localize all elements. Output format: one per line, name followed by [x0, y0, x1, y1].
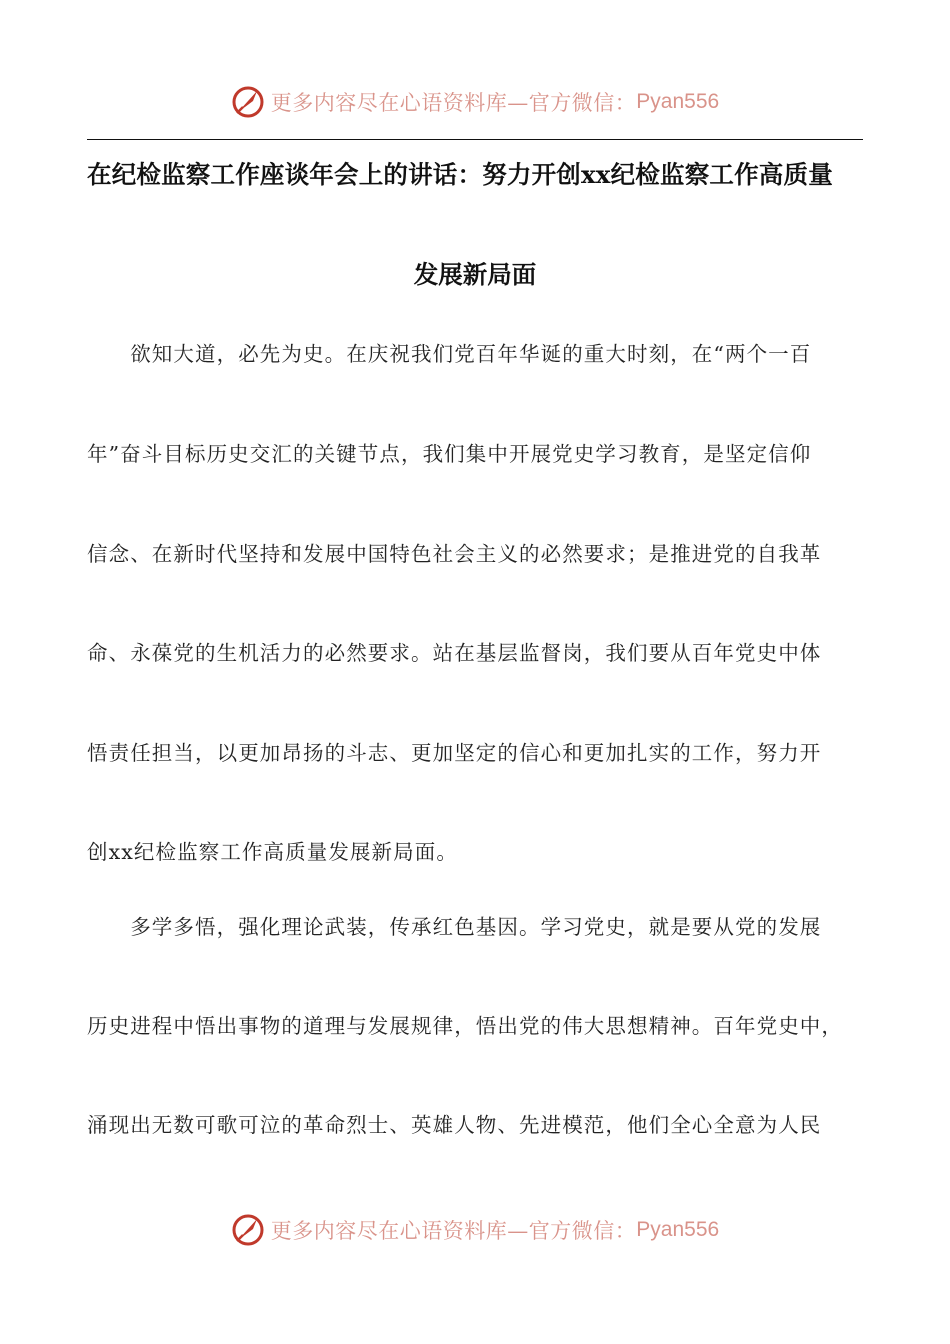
body-line: 悟责任担当，以更加昂扬的斗志、更加坚定的信心和更加扎实的工作，努力开: [87, 741, 822, 765]
body-line: 信念、在新时代坚持和发展中国特色社会主义的必然要求；是推进党的自我革: [87, 542, 822, 566]
body-line: 涌现出无数可歌可泣的革命烈士、英雄人物、先进模范，他们全心全意为人民: [87, 1113, 822, 1137]
document-title-line-2: 发展新局面: [413, 260, 537, 289]
banner-slogan: 更多内容尽在心语资料库—官方微信：: [270, 91, 637, 115]
header-watermark-banner: [0, 80, 950, 124]
quill-logo-icon: [231, 1213, 265, 1247]
body-line: 多学多悟，强化理论武装，传承红色基因。学习党史，就是要从党的发展: [87, 915, 822, 939]
body-line: 历史进程中悟出事物的道理与发展规律，悟出党的伟大思想精神。百年党史中，: [87, 1014, 843, 1038]
banner-wechat-id: Pyan556: [636, 1218, 720, 1241]
header-divider: [87, 139, 863, 140]
body-line: 年”奋斗目标历史交汇的关键节点，我们集中开展党史学习教育，是坚定信仰: [87, 442, 812, 466]
banner-slogan: 更多内容尽在心语资料库—官方微信：: [270, 1219, 637, 1243]
banner-wechat-id: Pyan556: [636, 90, 720, 113]
body-line: 欲知大道，必先为史。在庆祝我们党百年华诞的重大时刻，在“两个一百: [87, 342, 812, 366]
quill-logo-icon: [231, 85, 265, 119]
body-line: 命、永葆党的生机活力的必然要求。站在基层监督岗，我们要从百年党史中体: [87, 641, 822, 665]
document-title-line-1: 在纪检监察工作座谈年会上的讲话：努力开创xx纪检监察工作高质量: [87, 160, 833, 189]
body-line: 创xx纪检监察工作高质量发展新局面。: [87, 840, 458, 864]
footer-watermark-banner: [0, 1208, 950, 1252]
